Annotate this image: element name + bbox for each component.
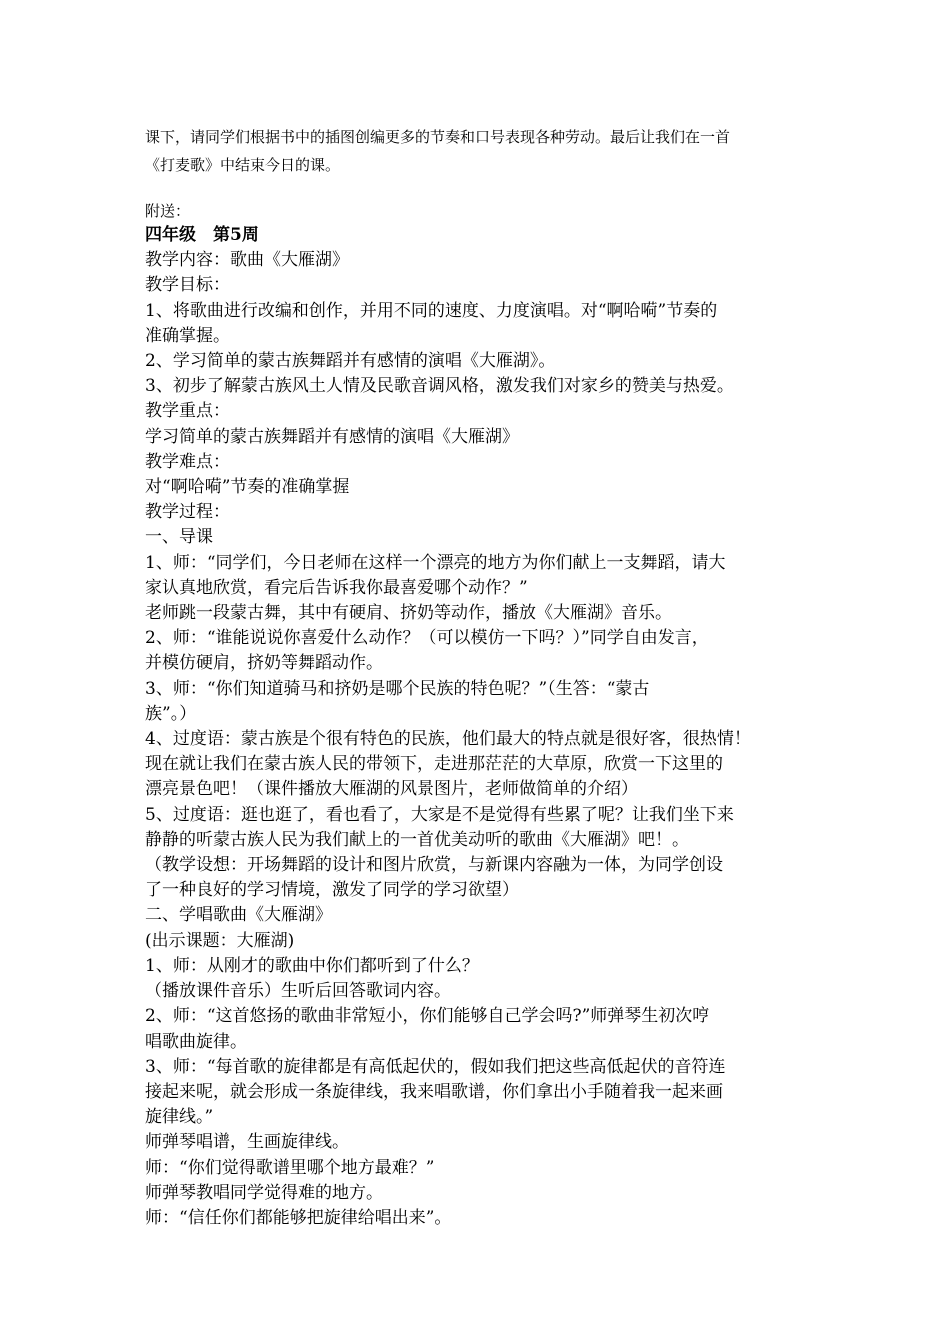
text-line: 了一种良好的学习情境，激发了同学的学习欲望） (145, 880, 519, 901)
text-line: 旋律线。” (145, 1107, 214, 1128)
text-line: 4、过度语：蒙古族是个很有特色的民族，他们最大的特点就是很好客，很热情！ (145, 729, 751, 750)
text-line: 1、将歌曲进行改编和创作，并用不同的速度、力度演唱。对“啊哈嗬”节奏的 (145, 300, 718, 321)
text-line: 并模仿硬肩，挤奶等舞蹈动作。 (145, 653, 383, 674)
text-line: 教学重点： (145, 401, 230, 422)
text-line: 3、师：“你们知道骑马和挤奶是哪个民族的特色呢？”（生答：“蒙古 (145, 678, 650, 699)
text-line: 老师跳一段蒙古舞，其中有硬肩、挤奶等动作，播放《大雁湖》音乐。 (145, 603, 672, 624)
intro-paragraph (145, 123, 815, 179)
text-line: 二、学唱歌曲《大雁湖》 (145, 905, 332, 926)
text-line: 1、师：从刚才的歌曲中你们都听到了什么？ (145, 955, 479, 976)
intro-line: 课下，请同学们根据书中的插图创编更多的节奏和口号表现各种劳动。最后让我们在一首 (145, 128, 731, 146)
appendix-label: 附送： (145, 202, 191, 220)
text-line: （教学设想：开场舞蹈的设计和图片欣赏，与新课内容融为一体，为同学创设 (145, 855, 723, 876)
intro-line: 《打麦歌》中结束今日的课。 (145, 156, 341, 174)
lesson-heading: 四年级 第5周 (145, 225, 259, 245)
text-line: 家认真地欣赏，看完后告诉我你最喜爱哪个动作？” (145, 577, 528, 598)
lesson-plan-body (145, 223, 815, 1231)
text-line: 准确掌握。 (145, 325, 230, 346)
text-line: 教学过程： (145, 502, 230, 523)
text-line: （播放课件音乐）生听后回答歌词内容。 (145, 981, 451, 1002)
text-line: 5、过度语：逛也逛了，看也看了，大家是不是觉得有些累了呢？让我们坐下来 (145, 804, 734, 825)
text-line: 接起来呢，就会形成一条旋律线，我来唱歌谱，你们拿出小手随着我一起来画 (145, 1081, 723, 1102)
text-line: 2、学习简单的蒙古族舞蹈并有感情的演唱《大雁湖》。 (145, 351, 556, 372)
text-line: 2、师：“谁能说说你喜爱什么动作？（可以模仿一下吗？）”同学自由发言， (145, 628, 709, 649)
text-line: 族”。） (145, 703, 197, 724)
text-line: 3、师：“每首歌的旋律都是有高低起伏的，假如我们把这些高低起伏的音符连 (145, 1056, 726, 1077)
text-line: 一、导课 (145, 527, 213, 548)
text-line: 现在就让我们在蒙古族人民的带领下，走进那茫茫的大草原，欣赏一下这里的 (145, 754, 723, 775)
text-line: (出示课题：大雁湖) (145, 930, 295, 951)
text-line: 教学目标： (145, 275, 230, 296)
text-line: 静静的听蒙古族人民为我们献上的一首优美动听的歌曲《大雁湖》吧！。 (145, 829, 689, 850)
text-line: 1、师：“同学们，今日老师在这样一个漂亮的地方为你们献上一支舞蹈，请大 (145, 552, 726, 573)
text-line: 2、师：“这首悠扬的歌曲非常短小，你们能够自己学会吗?”师弹琴生初次哼 (145, 1006, 710, 1027)
text-line: 学习简单的蒙古族舞蹈并有感情的演唱《大雁湖》 (145, 426, 519, 447)
text-line: 对“啊哈嗬”节奏的准确掌握 (145, 477, 350, 498)
text-line: 师弹琴教唱同学觉得难的地方。 (145, 1182, 383, 1203)
text-line: 师：“信任你们都能够把旋律给唱出来”。 (145, 1207, 452, 1228)
text-line: 教学难点： (145, 451, 230, 472)
text-line: 师弹琴唱谱，生画旋律线。 (145, 1132, 349, 1153)
text-line: 师：“你们觉得歌谱里哪个地方最难？” (145, 1157, 435, 1178)
text-line: 漂亮景色吧！（课件播放大雁湖的风景图片，老师做简单的介绍） (145, 779, 638, 800)
text-line: 教学内容：歌曲《大雁湖》 (145, 250, 349, 271)
text-line: 唱歌曲旋律。 (145, 1031, 247, 1052)
text-line: 3、初步了解蒙古族风土人情及民歌音调风格，激发我们对家乡的赞美与热爱。 (145, 376, 734, 397)
